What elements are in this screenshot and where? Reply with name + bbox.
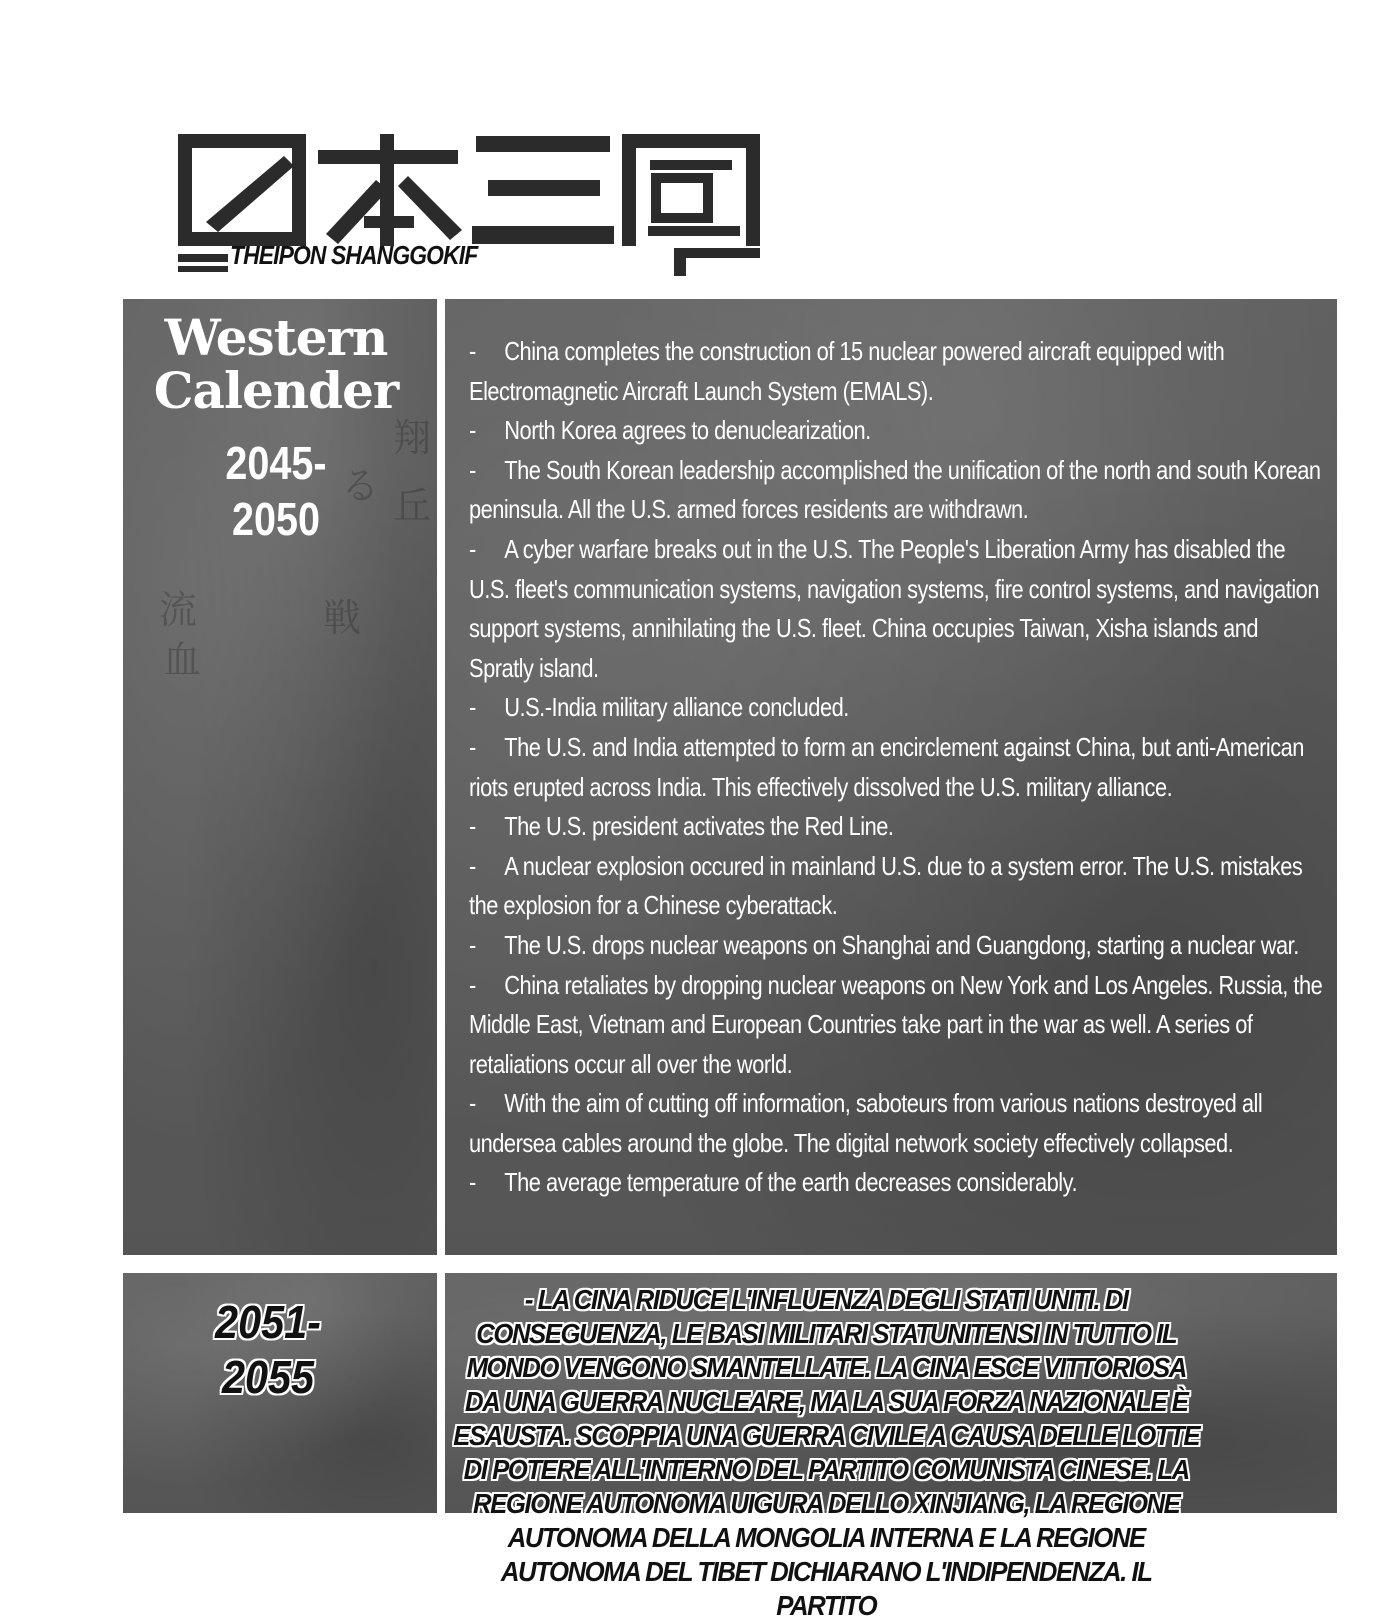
event-item — [469, 1084, 1326, 1163]
bullet-dash: - — [469, 811, 476, 842]
decorative-calligraphy: 翔 — [393, 416, 432, 460]
events-panel — [445, 299, 1337, 1255]
event-item — [469, 728, 1326, 807]
bullet-dash: - — [469, 850, 476, 881]
event-item — [469, 688, 1326, 728]
era-title: Western Calender — [153, 308, 399, 420]
event-item — [469, 451, 1326, 530]
event-list — [469, 332, 1326, 1203]
event-item — [469, 966, 1326, 1085]
event-text: U.S.-India military alliance concluded. — [504, 692, 849, 723]
event-item — [469, 807, 1326, 847]
bullet-dash: - — [469, 929, 476, 960]
event-item — [469, 1163, 1326, 1203]
event-item — [469, 332, 1326, 411]
event-text: A cyber warfare breaks out in the U.S. The People's Liberation Army has disabled the U.S. fleet's communication systems, navigation systems, fire control systems, and navigation support systems, annihilating the U.S. fleet. China occupies Taiwan, Xisha islands and Spratly island. — [469, 533, 1319, 683]
bullet-dash: - — [469, 969, 476, 1000]
event-text: The U.S. and India attempted to form an encirclement against China, but anti-American riots erupted across India. This effectively dissolved the U.S. military alliance. — [469, 731, 1304, 802]
bullet-dash: - — [469, 692, 476, 723]
decorative-calligraphy: 戦 — [323, 596, 362, 640]
event-item — [469, 530, 1326, 688]
series-logo — [176, 130, 762, 278]
bullet-dash: - — [469, 1167, 476, 1198]
event-text: With the aim of cutting off information, saboteurs from various nations destroyed all undersea cables around the globe. The digital network society effectively collapsed. — [469, 1088, 1263, 1158]
era-years: 2045- 2050 — [225, 437, 327, 545]
event-item — [469, 847, 1326, 926]
event-text: The U.S. president activates the Red Line. — [504, 811, 894, 842]
event-text: A nuclear explosion occured in mainland U.S. due to a system error. The U.S. mistakes the explosion for a Chinese cyberattack. — [469, 850, 1303, 921]
logo-subtitle: THEIPON SHANGGOKIF — [230, 240, 478, 270]
era-label-panel — [123, 299, 437, 1255]
decorative-calligraphy: る — [341, 464, 380, 508]
bullet-dash: - — [469, 533, 476, 564]
bullet-dash: - — [469, 731, 476, 762]
era-label-panel-2 — [123, 1273, 437, 1513]
event-item — [469, 926, 1326, 966]
bullet-dash: - — [469, 415, 476, 446]
event-text: North Korea agrees to denuclearization. — [504, 415, 871, 446]
event-item — [469, 411, 1326, 451]
bullet-dash: - — [469, 1088, 476, 1119]
translated-caption: - LA CINA RIDUCE L'INFLUENZA DEGLI STATI UNITI. DI CONSEGUENZA, LE BASI MILITARI STATUNITENSI IN TUTTO IL MONDO VENGONO SMANTELLATE. LA CINA ESCE VITTORIOSA DA UNA GUERRA NUCLEARE, MA LA SUA FORZA NAZIONALE È ESAUSTA. SCOPPIA UNA GUERRA CIVILE A CAUSA DELLE LOTTE DI POTERE ALL'INTERNO DEL PARTITO COMUNISTA CINESE. LA REGIONE AUTONOMA UIGURA DELLO XINJIANG, LA REGIONE AUTONOMA DELLA MONGOLIA INTERNA E LA REGIONE AUTONOMA DEL TIBET DICHIARANO L'INDIPENDENZA. IL PARTITO — [453, 1284, 1200, 1621]
event-text: The U.S. drops nuclear weapons on Shanghai and Guangdong, starting a nuclear war. — [504, 929, 1299, 960]
decorative-calligraphy: 流 — [159, 588, 198, 632]
event-text: The South Korean leadership accomplished the unification of the north and south Korean peninsula. All the U.S. armed forces residents are withdrawn. — [469, 454, 1321, 525]
bullet-dash: - — [469, 336, 476, 366]
event-text: China retaliates by dropping nuclear weapons on New York and Los Angeles. Russia, the Middle East, Vietnam and European Countries take part in the war as well. A series of retaliations occur all over the world. — [469, 969, 1323, 1079]
event-text: The average temperature of the earth decreases considerably. — [504, 1167, 1078, 1198]
events-panel-2 — [445, 1273, 1337, 1621]
era-years: 2051- 2055 — [215, 1296, 321, 1403]
decorative-calligraphy: 血 — [163, 638, 202, 682]
bullet-dash: - — [469, 454, 476, 485]
decorative-calligraphy: 丘 — [393, 484, 432, 528]
event-text: China completes the construction of 15 nuclear powered aircraft equipped with Electromagnetic Aircraft Launch System (EMALS). — [469, 336, 1225, 406]
